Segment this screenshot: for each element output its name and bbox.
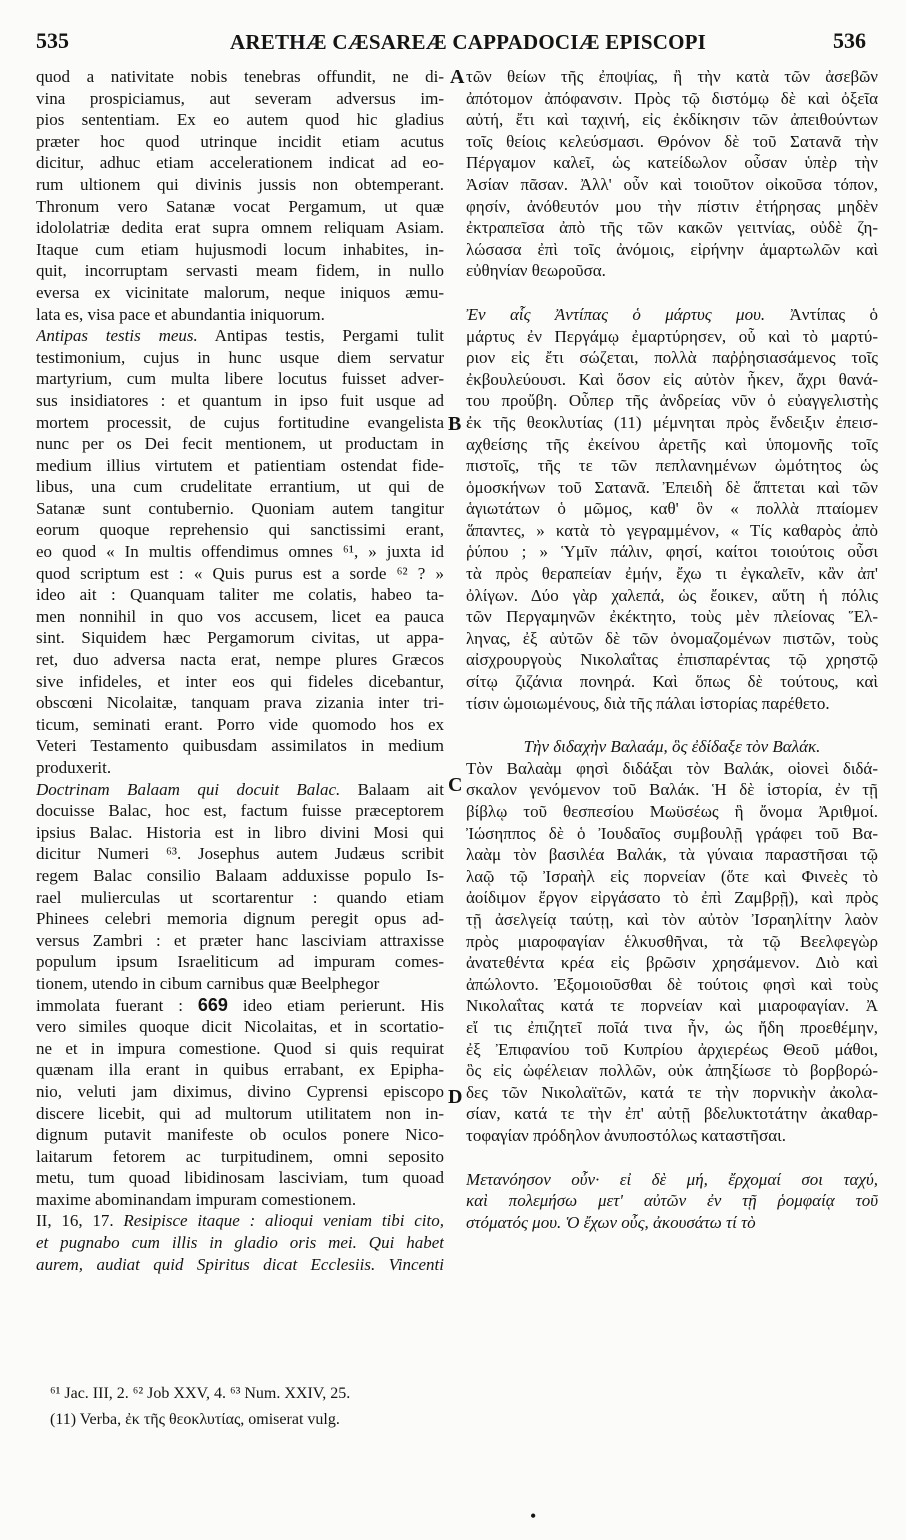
text-line: ἐκ τῆς θεοκλυτίας (11) μέμνηται πρὸς ἔνδειξιν ἐπεισ- <box>466 412 878 432</box>
greek-paragraph-4 <box>466 1169 878 1234</box>
greek-paragraph-3 <box>466 758 878 1147</box>
right-page-number: 536 <box>833 28 866 53</box>
text-line: sive infideles, et inter eos qui fideles dicebantur, <box>36 671 444 691</box>
text-line: Phinees celebri memoria dignum peregit opus ad- <box>36 909 444 929</box>
text-line: ληνας, ἐξ αὐτῶν δὲ τῶν ὀνομαζομένων πιστῶν, τοὺς <box>466 628 878 648</box>
text-line: εἴ τις ἐπιζητεῖ ποῖά τινα ἦν, ὡς ἤδη προεθέμην, <box>466 1017 878 1037</box>
text-line: medium illius virtutem et patientiam ostendat fide- <box>36 455 444 475</box>
running-header <box>0 22 906 62</box>
text-line: ἐξ Ἐπιφανίου τοῦ Κυπρίου ἀρχιερέως Θεοῦ μάθοι, <box>466 1039 878 1059</box>
text-line: δες τῶν Νικολαϊτῶν, κατά τε τὴν πορνικὴν ἀκολα- <box>466 1082 878 1102</box>
text-line: Τὸν Βαλαὰμ φησὶ διδάξαι τὸν Βαλάκ, οἱονεὶ διδά- <box>466 758 878 778</box>
text-line: πιστοῖς, τῆς τε τῶν πεπλανημένων ὠμότητος ὡς <box>466 456 878 476</box>
text-line: μάρτυς ἐν Περγάμῳ ἐμαρτύρησεν, οὗ καὶ τὸ μαρτύ- <box>466 326 878 346</box>
text-line: φησίν, ἀνόθευτόν μου τὴν πίστιν ἐτήρησας μηδὲν <box>466 196 878 216</box>
latin-paragraph-3-first-line: Doctrinam Balaam qui docuit Balac. Balaam ait <box>36 779 444 799</box>
footnote-line: ⁶¹ Jac. III, 2. ⁶² Job XXV, 4. ⁶³ Num. XXIV, 25. <box>50 1385 351 1402</box>
text-line: ὀλίγων. Δύο γὰρ χαλεπά, ὡς ἔοικεν, αὕτη ἡ πόλις <box>466 585 878 605</box>
text-line: maxime abominandam impuram comestionem. <box>36 1189 357 1209</box>
text-line: testimonium, cujus in hunc usque diem servatur <box>36 347 444 367</box>
paragraph-gap <box>466 714 878 736</box>
text-line: εὐθηνίαν θεωροῦσα. <box>466 261 606 281</box>
text-line: πρὸς μιαροφαγίαν ἑλκυσθῆναι, τὰ τῷ Βεελφεγὼρ <box>466 931 878 951</box>
text-line: τῶν θείων τῆς ἐποψίας, ἢ τὴν κατὰ τῶν ἀσεβῶν <box>466 67 878 86</box>
text-line: eorum quoque reprehensio qui sanctissimi erant, <box>36 520 444 540</box>
margin-marker-a: A <box>450 66 465 88</box>
text-line: regem Balac consilio Balaam adduxisse populo Is- <box>36 865 444 885</box>
text-line: Satanæ sunt contubernio. Quoniam autem tangitur <box>36 498 444 518</box>
text-line: Ἀσίαν πᾶσαν. Ἀλλ' οὖν καὶ τοιοῦτον οἰκοῦσα τόπον, <box>466 174 878 194</box>
text-line: eo quod « In multis offendimus omnes ⁶¹, » juxta id <box>36 542 444 562</box>
text-line: vero similes quoque dicit Nicolaitas, et in scortatio- <box>36 1017 444 1037</box>
text-line: ἁγιωτάτων ὁ μῶμος, καθ' ὃν « πολλὰ πταίομεν <box>466 499 878 519</box>
text-line: τῶν Περγαμηνῶν ἐκέκτητο, τοὺς μὲν πλείονας Ἕλ- <box>466 607 878 627</box>
text-line: nio, veluti jam diximus, divino Cyprensi episcopo <box>36 1081 444 1101</box>
text-line: quænam illa erant in quibus errabant, ex Epipha- <box>36 1060 444 1080</box>
latin-paragraph-3 <box>36 800 444 994</box>
greek-column <box>466 66 878 1233</box>
text-line: dicitur, adhuc etiam accelerationem indicat ad eo- <box>36 153 444 173</box>
text-line: Itaque cum etiam hujusmodi locum inhabites, in- <box>36 239 444 259</box>
text-line: τοφαγίαν πρόδηλον ἀνυποστόλως καταστῆσαι. <box>466 1125 786 1145</box>
text-line: ἅπαντες, » κατὰ τὸ γεγραμμένον, « Τίς καθαρὸς ἀπὸ <box>466 520 878 540</box>
text-line: ἐκβουλεύουσι. Καὶ ὅσον εἰς αὐτὸν ἧκεν, ἄχρι θανά- <box>466 369 878 389</box>
text-line: ipsius Balac. Historia est in libro divini Mosi qui <box>36 822 444 842</box>
text-line: sus insidiatores : et quantum in ipso fuit usque ad <box>36 390 444 410</box>
paragraph-gap <box>466 1147 878 1169</box>
text-line: ῥύπου ; » Ὑμῖν πάλιν, φησί, καίτοι τοιούτοις οὖσι <box>466 542 878 562</box>
greek-paragraph-2 <box>466 326 878 715</box>
text-line: τῇ ἀσελγείᾳ ταύτῃ, καὶ τὸν αὐτὸν Ἰσραηλίτην λαὸν <box>466 909 878 929</box>
text-line: Thronum vero Satanæ vocat Pergamum, ut quæ <box>36 196 444 216</box>
column-number: 669 <box>197 994 228 1015</box>
text-line: τὰ πρὸς θεραπείαν ἐμήν, ἔχω τι ἐγκαλεῖν, κἂν ἀπ' <box>466 564 878 584</box>
text-line: ἀνατεθέντα κρέα εἰς βρῶσιν χρησάμενον. Διὸ καὶ <box>466 953 878 973</box>
running-title: ARETHÆ CÆSAREÆ CAPPADOCIÆ EPISCOPI <box>230 30 707 54</box>
latin-paragraph-2 <box>36 347 444 779</box>
text-line: ticum, seminati erant. Porro vide quomodo hos ex <box>36 714 444 734</box>
text-line: docuisse Balac, hoc est, factum fuisse præceptorem <box>36 801 444 821</box>
text-line: libus, una cum crudelitate errantium, ut qui de <box>36 477 444 497</box>
text-line: τίσιν ὡμοιωμένους, διὰ τῆς πάλαι ἱστορίας παρέθετο. <box>466 693 830 713</box>
latin-paragraph-1 <box>36 66 444 325</box>
latin-column <box>36 66 444 1275</box>
margin-marker-d: D <box>448 1086 463 1108</box>
greek-paragraph-2-first-line: Ἐν αἷς Ἀντίπας ὁ μάρτυς μου. Ἀντίπας ὁ <box>466 304 878 324</box>
text-line: ὃς εἰς ὠφέλειαν πολλῶν, οὐκ ἀπηξίωσε τὸ βορβορώ- <box>466 1061 878 1081</box>
footnotes <box>50 1381 810 1433</box>
text-line: λώσασα ἐπὶ τοῖς ἀνόμοις, εἰρήνην ἁμαρτωλῶν καὶ <box>466 239 878 259</box>
text-line: pios sententiam. Ex eo autem quod hic gladius <box>36 110 444 130</box>
text-line: dicitur Numeri ⁶³. Josephus autem Judæus scribit <box>36 844 444 864</box>
text-line: Ἰώσηππος δὲ ὁ Ἰουδαῖος συμβουλῇ γράφει τοῦ Βα- <box>466 823 878 843</box>
text-line: αχθείσης τῆς ἐκείνου ἀρετῆς καὶ ὑπομονῆς τοῖς <box>466 434 878 454</box>
footnote-line: (11) Verba, ἐκ τῆς θεοκλυτίας, omiserat vulg. <box>50 1411 340 1428</box>
margin-marker-c: C <box>448 774 463 796</box>
text-line: στόματός μου. Ὁ ἔχων οὖς, ἀκουσάτω τί τὸ <box>466 1212 756 1232</box>
text-line: ἀπότομον ἀπόφανσιν. Πρὸς τῷ διστόμῳ δὲ καὶ ὀξεῖα <box>466 88 878 108</box>
text-line: eversa ex vicinitate malorum, neque iniquos æmu- <box>36 282 444 302</box>
latin-paragraph-4-line-2: et pugnabo cum illis in gladio oris mei. Qui habet <box>36 1233 444 1253</box>
greek-paragraph-1 <box>466 66 878 282</box>
text-line: σκαλον γενόμενον τοῦ Βαλάκ. Ἡ δὲ ἱστορία, ἐν τῇ <box>466 780 878 800</box>
text-line: quod a nativitate nobis tenebras offundit, ne di- <box>36 67 444 86</box>
text-line: ἀπώλοντο. Ἐξομοιοῦσθαι δὲ τούτοις φησὶ καὶ τοὺς <box>466 974 878 994</box>
text-line: Veteri Testamento quibusdam assimilatos in medium <box>36 736 444 756</box>
greek-lemma-balaam: Τὴν διδαχὴν Βαλαάμ, ὃς ἐδίδαξε τὸν Βαλάκ. <box>523 737 821 757</box>
text-line: lata es, visa pace et abundantia iniquorum. <box>36 304 325 324</box>
text-line: σίτῳ ζιζάνια πονηρά. Καὶ ὅπως δὲ τούτους, καὶ <box>466 672 878 692</box>
text-line: vina prospiciamus, aut severam adversus im- <box>36 88 444 108</box>
text-line: Νικολαΐτας κατά τε πορνείαν καὶ μιαροφαγίαν. Ἀ <box>466 996 878 1016</box>
text-line: obscœni Nicolaitæ, tanquam prava zizania inter tri- <box>36 693 444 713</box>
greek-lemma-antipas: Ἐν αἷς Ἀντίπας ὁ μάρτυς μου. <box>466 304 766 324</box>
left-page-number: 535 <box>36 28 69 53</box>
text-line: sint. Siquidem hæc Pergamorum civitas, ut appa- <box>36 628 444 648</box>
bottom-mark: • <box>530 1506 537 1526</box>
text-line: ne et in impura comestione. Quod si quis requirat <box>36 1038 444 1058</box>
text-line: βίβλῳ τοῦ θεσπεσίου Μωϋσέως ἣ ὄνομα Ἀριθμοί. <box>466 802 878 821</box>
text-line: versus Zambri : et præter hanc lasciviam attraxisse <box>36 930 444 950</box>
latin-paragraph-3-rest <box>36 1016 444 1210</box>
text-line: men nonnihil in quo vos accusem, licet ea pauca <box>36 606 444 626</box>
text-line: nunc per os Dei fecit mentionem, ut productam in <box>36 434 444 454</box>
text-line: του προὔβη. Οὗπερ τῆς ἀνδρείας νῦν ὁ εὐαγγελιστὴς <box>466 391 878 411</box>
text-line: rael mulierculas ut scortarentur : quando etiam <box>36 887 444 907</box>
text-line: quit, incorruptam servasti meam fidem, in nullo <box>36 261 444 281</box>
text-line: ἀοίδιμον ἔργον εἰργάσατο τὸ ἐπὶ Ζαμβρῇ), καὶ πρὸς <box>466 888 878 908</box>
text-line: σίαν, κατά τε τὴν ἐπ' αὐτῇ βδελυκτοτάτην ἀκαθαρ- <box>466 1104 878 1124</box>
text-line: metu, tum quoad libidinosam lasciviam, tum quoad <box>36 1168 444 1188</box>
text-line: αὐτή, ἔτι καὶ ταχινή, εἰς ἐκδίκησιν τῶν ἀπειθούντων <box>466 110 878 130</box>
text-line: ἐκτραπεῖσα ἀπὸ τῆς τῶν κακῶν γειτνίας, οὐδὲ ζη- <box>466 218 878 238</box>
text-line: ideo ait : Quanquam taliter me colatis, habeo ta- <box>36 585 444 605</box>
margin-marker-b: B <box>448 413 462 435</box>
latin-lemma-balaam: Doctrinam Balaam qui docuit Balac. <box>36 779 341 799</box>
text-line: laitarum fetorem ac turpitudinem, omni seposito <box>36 1146 444 1166</box>
text-line: produxerit. <box>36 758 112 777</box>
text-line: Μετανόησον οὖν· εἰ δὲ μή, ἔρχομαί σοι ταχύ, <box>466 1169 878 1189</box>
text-line: λαῷ τῷ Ἰσραὴλ εἰς πορνείαν (ὅτε καὶ Φινεὲς τὸ <box>466 866 878 886</box>
text-line: mortem processit, de cujus fortitudine evangelista <box>36 412 444 432</box>
latin-lemma-antipas: Antipas testis meus. <box>36 326 198 346</box>
text-line: tionem, utendo in cibum carnibus quæ Beelphegor <box>36 973 380 993</box>
text-line: Πέργαμον καλεῖ, ὡς κατείδωλον οὖσαν ὑπὲρ τὴν <box>466 153 878 173</box>
text-line: quod scriptum est : « Quis purus est a sorde ⁶² ? » <box>36 563 444 583</box>
text-line: rum ultionem qui divinis jussis non obtemperant. <box>36 174 444 194</box>
text-line: præter hoc quod utrinque incidit etiam acutus <box>36 131 444 151</box>
text-line: discere licebit, qui ad multorum utilitatem non in- <box>36 1103 444 1123</box>
text-line: καὶ πολεμήσω μετ' αὐτῶν ἐν τῇ ῥομφαίᾳ τοῦ <box>466 1191 878 1211</box>
text-line: ὁμοσκήνων τοῦ Σατανᾶ. Ἐπειδὴ δὲ ἅπτεται καὶ τῶν <box>466 477 878 497</box>
text-line: idololatriæ dedita erat supra omnem reliquam Asiam. <box>36 218 444 238</box>
text-line: ret, duo adversa nacta erat, nempe plures Græcos <box>36 650 444 670</box>
text-line: αἰσχρουργοὺς Νικολαΐτας ἐπισπαρέντας τῷ χρηστῷ <box>466 650 878 670</box>
text-line: ριον εἰς ἔτι σώζεται, πολλὰ παῤῥησιασάμενος τοῖς <box>466 348 878 368</box>
paragraph-gap <box>466 282 878 304</box>
text-line: τοῖς θείοις κελεύσμασι. Θρόνον δὲ τοῦ Σατανᾶ τὴν <box>466 131 878 151</box>
text-line: populum ipsum Israeliticum ad impuram comes- <box>36 952 444 972</box>
text-line: λαὰμ τὸν βασιλέα Βαλάκ, τὰ γύναια παραστῆσαι τῷ <box>466 845 878 865</box>
text-line: dignum putavit manifeste ob oculos ponere Nico- <box>36 1125 444 1145</box>
latin-paragraph-2-first-line: Antipas testis meus. Antipas testis, Pergami tulit <box>36 326 444 346</box>
text-line: martyrium, cum multa libere locutus fuisset adver- <box>36 369 444 389</box>
latin-paragraph-4-first-line: II, 16, 17. Resipisce itaque : alioqui veniam tibi cito, <box>36 1211 444 1231</box>
latin-paragraph-4-line-3: aurem, audiat quid Spiritus dicat Ecclesiis. Vincenti <box>36 1254 444 1274</box>
latin-column-number-line: immolata fuerant : 669 ideo etiam perierunt. His <box>36 994 444 1015</box>
latin-verse-ref: II, 16, 17. <box>36 1211 114 1231</box>
